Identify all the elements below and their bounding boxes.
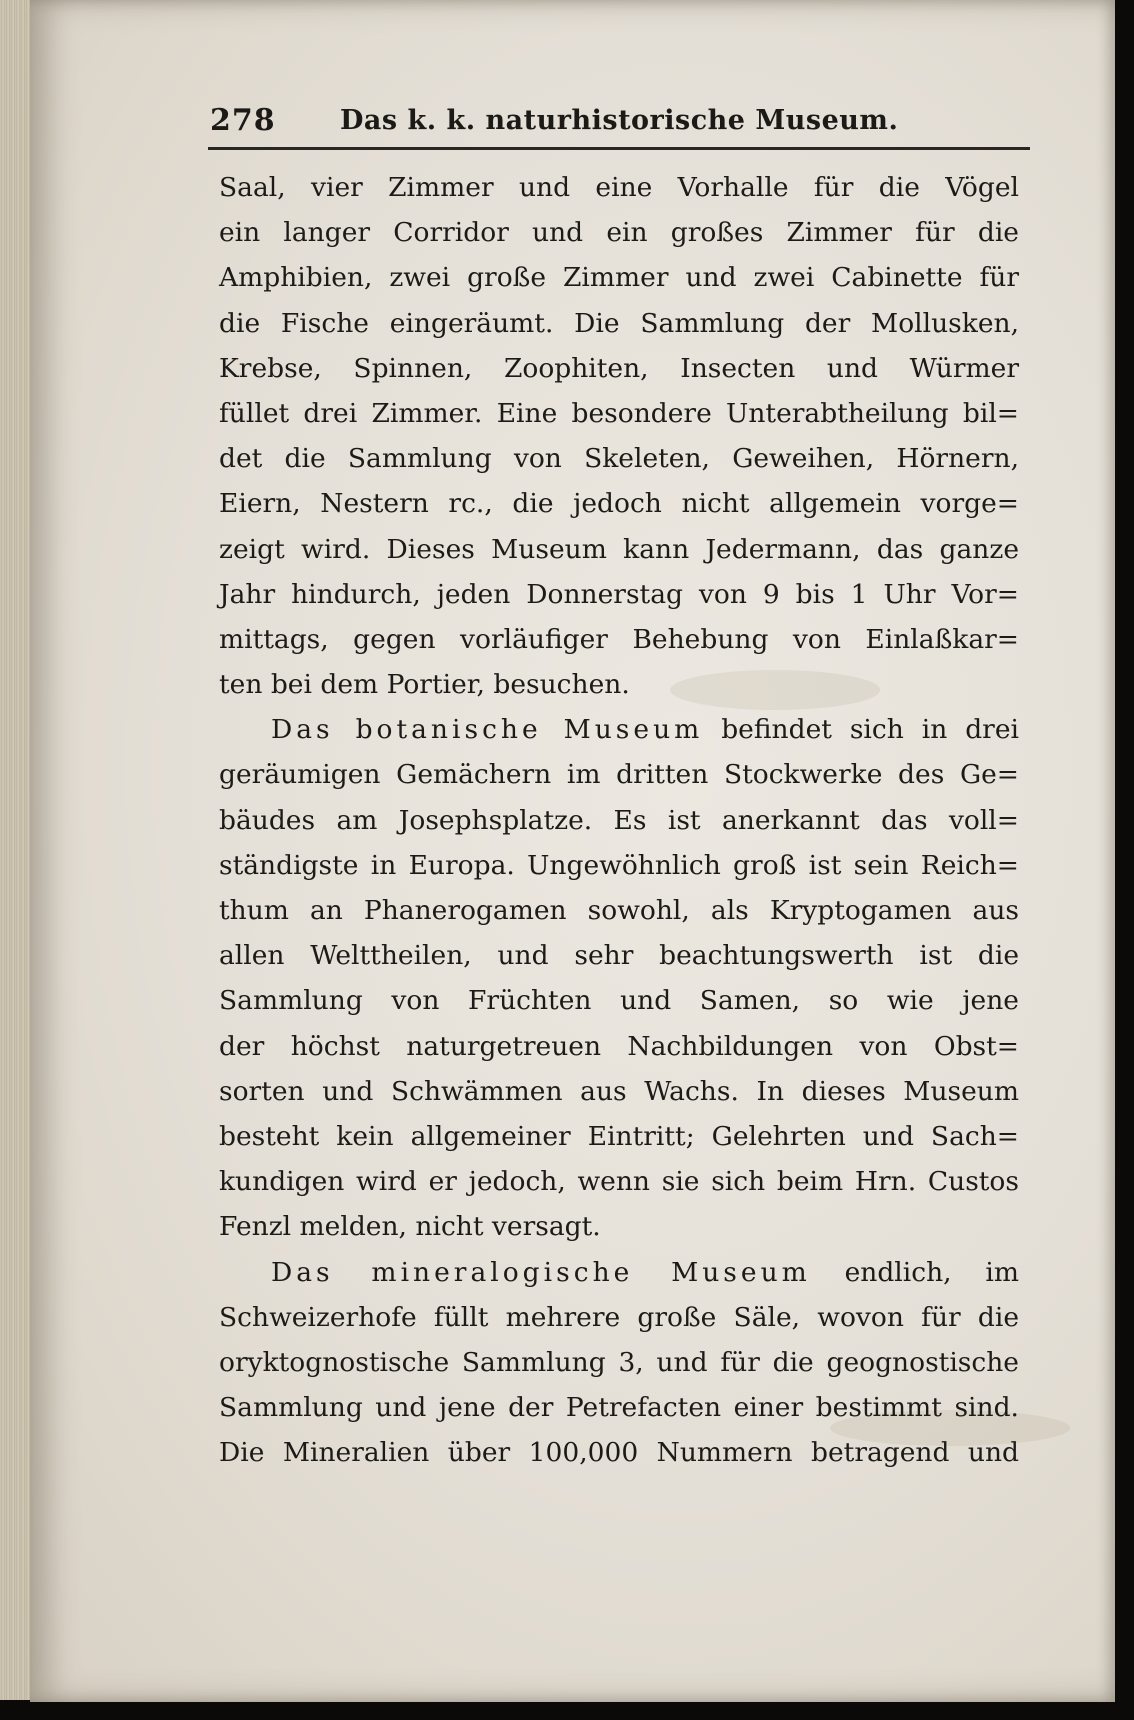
text-line: ständigste in Europa. Ungewöhnlich groß ist sein Reich= <box>219 849 1019 881</box>
spaced-heading-mineralogisch: Das mineralogische Museum <box>271 1256 811 1288</box>
text-line: besteht kein allgemeiner Eintritt; Gelehrten und Sach= <box>219 1120 1019 1152</box>
text-line: Eiern, Nestern rc., die jedoch nicht allgemein vorge= <box>219 488 1019 520</box>
text-line: ten bei dem Portier, besuchen. <box>219 669 630 701</box>
text-line: Amphibien, zwei große Zimmer und zwei Cabinette für <box>219 262 1019 294</box>
header-rule <box>208 147 1030 150</box>
text-line: Sammlung von Früchten und Samen, so wie jene <box>219 985 1019 1017</box>
text-line: kundigen wird er jedoch, wenn sie sich beim Hrn. Custos <box>219 1166 1019 1198</box>
text-line: der höchst naturgetreuen Nachbildungen von Obst= <box>219 1030 1019 1062</box>
text-line: ein langer Corridor und ein großes Zimmer für die <box>219 217 1019 249</box>
running-title: Das k. k. naturhistorische Museum. <box>340 105 899 136</box>
text-line: Saal, vier Zimmer und eine Vorhalle für die Vögel <box>219 172 1019 203</box>
spaced-heading-botanisch: Das botanische Museum <box>271 714 704 746</box>
text-line: mittags, gegen vorläufiger Behebung von Einlaßkar= <box>219 623 1019 655</box>
text-line: Schweizerhofe füllt mehrere große Säle, wovon für die <box>219 1301 1019 1333</box>
text-line: det die Sammlung von Skeleten, Geweihen, Hörnern, <box>219 443 1019 475</box>
text-line: geräumigen Gemächern im dritten Stockwerke des Ge= <box>219 759 1019 791</box>
text-line: die Fische eingeräumt. Die Sammlung der Mollusken, <box>219 307 1019 339</box>
running-header <box>210 103 1055 143</box>
text-line: sorten und Schwämmen aus Wachs. In dieses Museum <box>219 1075 1019 1107</box>
text-line: Fenzl melden, nicht versagt. <box>219 1211 601 1243</box>
first-line-rest: endlich, im <box>844 1256 1019 1288</box>
text-line: Krebse, Spinnen, Zoophiten, Insecten und Würmer <box>219 352 1019 384</box>
text-line: Jahr hindurch, jeden Donnerstag von 9 bis 1 Uhr Vor= <box>219 578 1019 610</box>
paragraph-first-line <box>219 1250 1019 1295</box>
text-line: Die Mineralien über 100,000 Nummern betragend und <box>219 1437 1019 1469</box>
text-line: füllet drei Zimmer. Eine besondere Unterabtheilung bil= <box>219 397 1019 429</box>
paragraph-first-line <box>219 707 1019 752</box>
page-number: 278 <box>210 103 276 138</box>
text-line: bäudes am Josephsplatze. Es ist anerkannt das voll= <box>219 804 1019 836</box>
text-line: Sammlung und jene der Petrefacten einer bestimmt sind. <box>219 1392 1019 1424</box>
text-line: thum an Phanerogamen sowohl, als Kryptogamen aus <box>219 895 1019 926</box>
first-line-rest: befindet sich in drei <box>721 714 1019 746</box>
text-line: zeigt wird. Dieses Museum kann Jedermann, das ganze <box>219 533 1019 565</box>
text-line: oryktognostische Sammlung 3, und für die geognostische <box>219 1346 1019 1378</box>
text-line: allen Welttheilen, und sehr beachtungswerth ist die <box>219 940 1019 972</box>
body-text <box>219 165 1019 1475</box>
